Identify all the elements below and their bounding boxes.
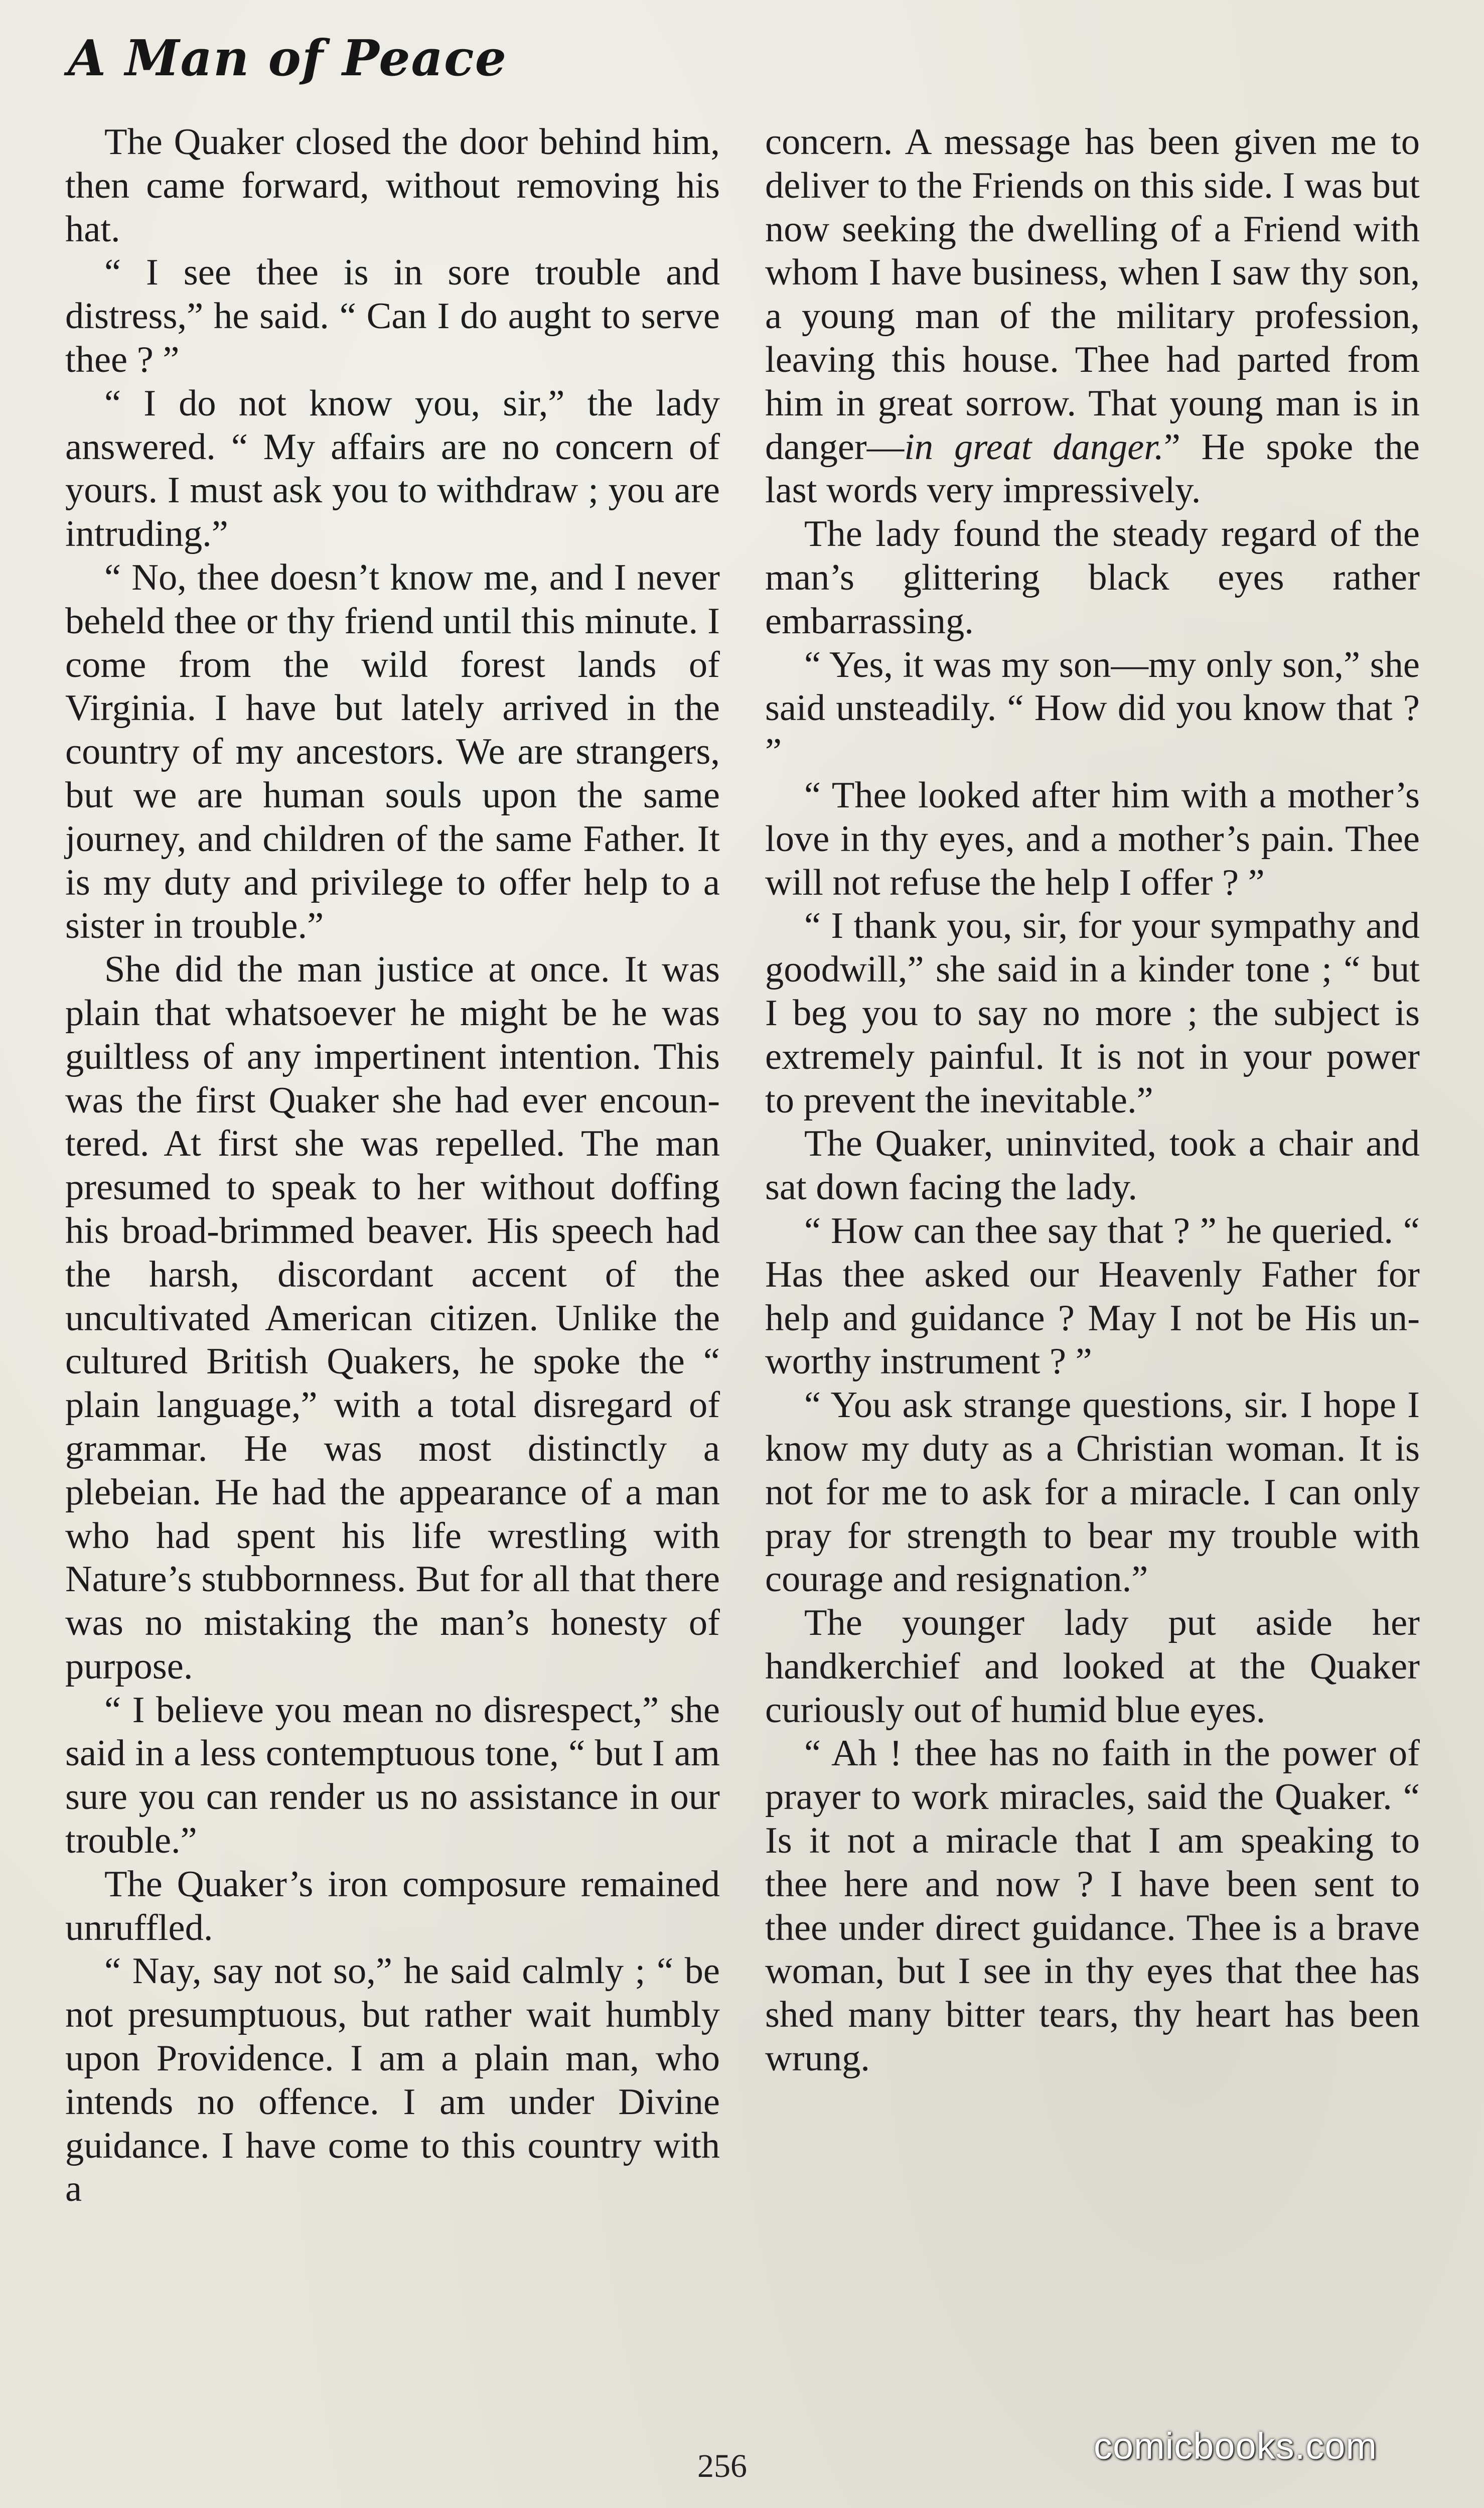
paragraph: “ I do not know you, sir,” the lady answered. “ My affairs are no concern of yours. I must ask you to withdraw ; you are intruding.” (65, 382, 720, 555)
continued-paragraph (765, 120, 1420, 512)
paragraph: “ You ask strange questions, sir. I hope I know my duty as a Christian woman. It is not for me to ask for a miracle. I can only pray for strength to bear my trouble with courage and resignation.” (765, 1384, 1420, 1600)
paragraph: The younger lady put aside her handkerchief and looked at the Quaker curiously out of humid blue eyes. (765, 1602, 1420, 1731)
paragraph: “ Ah ! thee has no faith in the power of prayer to work miracles, said the Quaker. “ Is it not a miracle that I am speaking to thee here and now ? I have been sent to thee under direct guidance. Thee is a brave woman, but I see in thy eyes that thee has shed many bitter tears, thy heart has been wrung. (765, 1733, 1420, 2079)
paragraph: The Quaker’s iron composure remained unruffled. (65, 1863, 720, 1948)
site-watermark: comicbooks.com (1094, 2425, 1378, 2467)
emphasized-text: in great danger. (904, 426, 1164, 468)
paragraph: “ How can thee say that ? ” he queried. “ Has thee asked our Heavenly Father for help and guidance ? May I not be His unworthy instrument ? ” (765, 1210, 1420, 1382)
paragraph: “ I see thee is in sore trouble and distress,” he said. “ Can I do aught to serve thee ? ” (65, 252, 720, 380)
continued-text-end: ” He spoke the last words very impressively. (765, 426, 1420, 511)
left-text-column (65, 120, 720, 2211)
paragraph: “ I believe you mean no disrespect,” she said in a less contemptuous tone, “ but I am sure you can render us no assistance in our trouble.” (65, 1689, 720, 1862)
paragraph: The Quaker closed the door behind him, then came forward, without removing his hat. (65, 121, 720, 250)
paragraph: The Quaker, uninvited, took a chair and sat down facing the lady. (765, 1123, 1420, 1208)
right-text-column (765, 120, 1420, 2080)
paragraph: The lady found the steady regard of the man’s glittering black eyes rather embarrassing. (765, 513, 1420, 642)
paragraph: “ Thee looked after him with a mother’s love in thy eyes, and a mother’s pain. Thee will not refuse the help I offer ? ” (765, 774, 1420, 903)
page-number: 256 (697, 2448, 747, 2484)
article-title: A Man of Peace (68, 30, 508, 87)
paragraph: “ Nay, say not so,” he said calmly ; “ be not presumptuous, but rather wait humbly upon Providence. I am a plain man, who intends no offence. I am under Divine guidance. I have come to this country with a (65, 1950, 720, 2210)
paragraph: “ Yes, it was my son—my only son,” she said unsteadily. “ How did you know that ? ” (765, 644, 1420, 773)
paragraph: “ No, thee doesn’t know me, and I never beheld thee or thy friend until this minute. I come from the wild forest lands of Virginia. I have but lately arrived in the country of my ancestors. We are strangers, but we are human souls upon the same journey, and children of the same Father. It is my duty and privilege to offer help to a sister in trouble.” (65, 556, 720, 947)
paragraph: She did the man justice at once. It was plain that whatsoever he might be he was guiltless of any impertinent intention. This was the first Quaker she had ever encountered. At first she was repelled. The man presumed to speak to her without doffing his broad-brimmed beaver. His speech had the harsh, discordant accent of the uncultivated American citizen. Unlike the cultured British Quakers, he spoke the “ plain language,” with a total disregard of grammar. He was most distinctly a plebeian. He had the appearance of a man who had spent his life wrestling with Nature’s stubbornness. But for all that there was no mistaking the man’s honesty of purpose. (65, 949, 720, 1687)
paragraph: “ I thank you, sir, for your sympathy and goodwill,” she said in a kinder tone ; “ but I beg you to say no more ; the subject is extremely painful. It is not in your power to prevent the inevitable.” (765, 905, 1420, 1121)
continued-text: concern. A message has been given me to deliver to the Friends on this side. I was but now seeking the dwelling of a Friend with whom I have business, when I saw thy son, a young man of the military profession, leaving this house. Thee had parted from him in great sorrow. That young man is in danger— (765, 121, 1420, 468)
